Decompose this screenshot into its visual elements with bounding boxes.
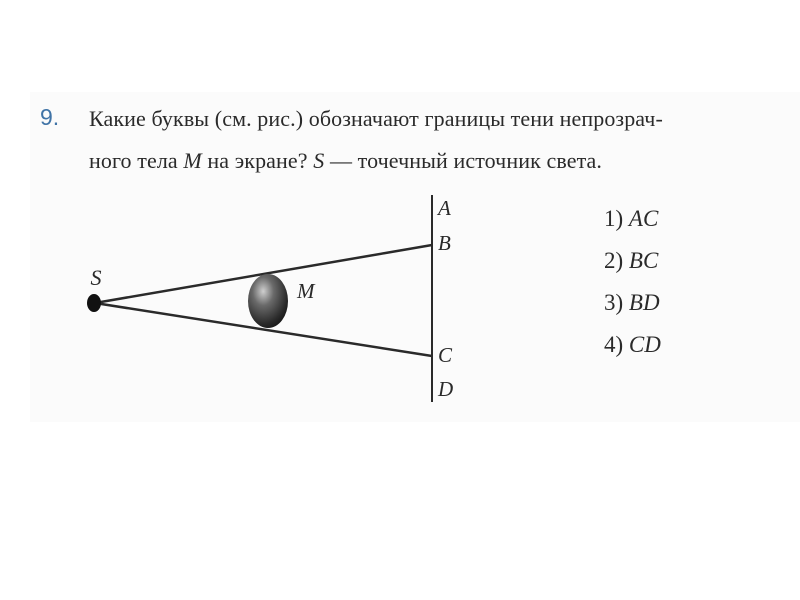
label-point-c: C [438, 343, 453, 367]
answer-number: 1) [604, 206, 629, 231]
answer-options [604, 204, 661, 372]
question-text-part: на экране? [201, 148, 314, 173]
answer-number: 3) [604, 290, 629, 315]
opaque-body-ball [248, 274, 288, 328]
question-number: 9. [40, 104, 60, 130]
answer-value: CD [628, 332, 661, 357]
answer-option-3[interactable] [604, 288, 661, 330]
source-symbol: S [313, 148, 325, 173]
answer-option-1[interactable] [604, 204, 661, 246]
answer-option-4[interactable] [604, 330, 661, 372]
answer-value: AC [628, 206, 659, 231]
answer-value: BC [628, 248, 659, 273]
body-symbol: M [183, 148, 202, 173]
label-point-d: D [438, 377, 454, 401]
label-body-m: M [297, 279, 315, 303]
question-text-line-1: Какие буквы (см. рис.) обозначают границы тени непрозрач- [89, 106, 663, 131]
answer-number: 2) [604, 248, 629, 273]
label-point-a: A [438, 196, 451, 220]
answer-number: 4) [604, 332, 629, 357]
answer-value: BD [628, 290, 660, 315]
label-source-s: S [90, 265, 102, 290]
question-text-part: ного тела [89, 148, 184, 173]
point-source-dot [87, 294, 101, 312]
label-point-b: B [438, 231, 451, 255]
answer-option-2[interactable] [604, 246, 661, 288]
question-text-part: — точечный источник света. [324, 148, 603, 173]
